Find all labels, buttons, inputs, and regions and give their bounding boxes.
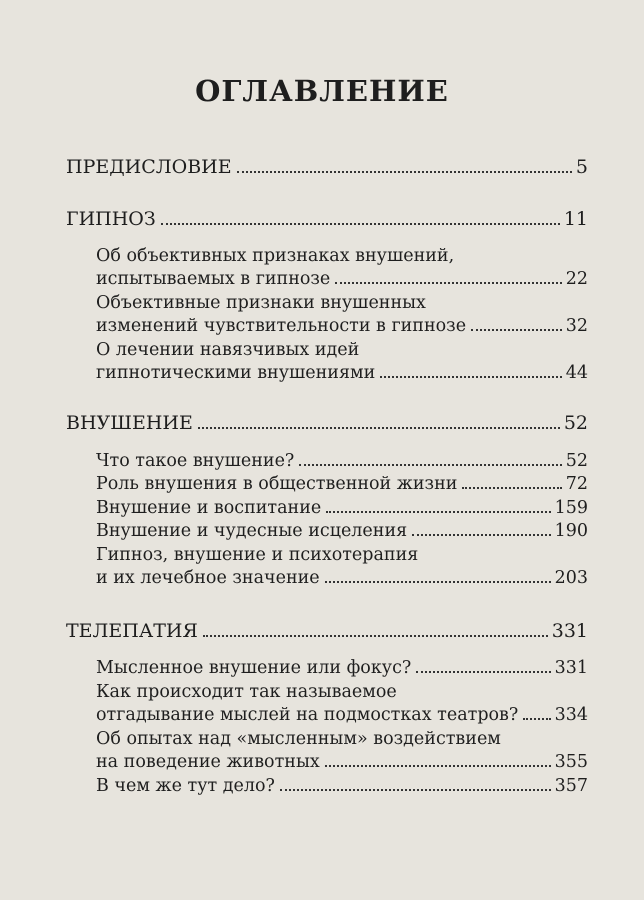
toc-subentry <box>96 658 588 678</box>
toc-subentry <box>96 474 588 494</box>
toc-page-number: 32 <box>565 316 588 336</box>
toc-subentry-line <box>96 729 588 749</box>
dot-leader <box>412 534 550 536</box>
toc-page-number: 72 <box>565 474 588 494</box>
toc-subentry <box>96 451 588 471</box>
toc-subentry-title: отгадывание мыслей на подмостках театров? <box>96 705 519 725</box>
dot-leader <box>416 671 550 673</box>
toc-subentry <box>96 521 588 541</box>
toc-subentry-title: и их лечебное значение <box>96 568 320 588</box>
toc-page-number: 44 <box>565 363 588 383</box>
toc-subentry-line <box>96 293 588 313</box>
toc-page-number: 11 <box>563 208 588 230</box>
toc-subentry <box>96 363 588 383</box>
toc-subentry <box>96 498 588 518</box>
toc-subentry-title: Внушение и чудесные исцеления <box>96 521 408 541</box>
toc-subentry-title: гипнотическими внушениями <box>96 363 376 383</box>
toc-subentry-title: О лечении навязчивых идей <box>96 340 360 360</box>
dot-leader <box>523 718 550 720</box>
toc-subentry-title: Как происходит так называемое <box>96 682 397 702</box>
toc-section-title: ТЕЛЕПАТИЯ <box>66 620 198 642</box>
toc-entry-telepathy <box>66 620 588 642</box>
toc-page-number: 334 <box>554 705 588 725</box>
page-title: ОГЛАВЛЕНИЕ <box>195 74 449 108</box>
toc-subentry-title: Роль внушения в общественной жизни <box>96 474 458 494</box>
toc-subentry-title: Мысленное внушение или фокус? <box>96 658 412 678</box>
toc-page-number: 190 <box>554 521 588 541</box>
dot-leader <box>471 329 562 331</box>
toc-page-number: 331 <box>551 620 588 642</box>
toc-subentry-title: В чем же тут дело? <box>96 776 275 796</box>
dot-leader <box>198 427 560 429</box>
toc-subentry-title: Об объективных признаках внушений, <box>96 246 455 266</box>
toc-subentry-line <box>96 682 588 702</box>
toc-subentry-title: Гипноз, внушение и психотерапия <box>96 545 419 565</box>
toc-page-number: 203 <box>554 568 588 588</box>
toc-subentry-line <box>96 340 588 360</box>
dot-leader <box>335 282 561 284</box>
dot-leader <box>326 511 550 513</box>
toc-section-title: ПРЕДИСЛОВИЕ <box>66 156 232 178</box>
toc-page-number: 5 <box>575 156 588 178</box>
toc-subentry <box>96 752 588 772</box>
toc-subentry <box>96 776 588 796</box>
toc-page-number: 52 <box>565 451 588 471</box>
toc-page-number: 331 <box>554 658 588 678</box>
dot-leader <box>380 376 561 378</box>
toc-subentry-line <box>96 545 588 565</box>
toc-page-number: 357 <box>554 776 588 796</box>
dot-leader <box>299 464 561 466</box>
toc-subentry-title: Объективные признаки внушенных <box>96 293 426 313</box>
toc-subentry-title: изменений чувствительности в гипнозе <box>96 316 467 336</box>
toc-subentry <box>96 568 588 588</box>
dot-leader <box>280 789 551 791</box>
toc-subentry-title: на поведение животных <box>96 752 320 772</box>
toc-entry-hypnosis <box>66 208 588 230</box>
toc-subentry <box>96 269 588 289</box>
toc-entry-preface <box>66 156 588 178</box>
dot-leader <box>161 223 560 225</box>
toc-subentry-title: Что такое внушение? <box>96 451 295 471</box>
toc-subentry-title: испытываемых в гипнозе <box>96 269 331 289</box>
toc-entry-suggestion <box>66 412 588 434</box>
toc-subentry <box>96 316 588 336</box>
toc-subentry <box>96 705 588 725</box>
dot-leader <box>237 171 572 173</box>
dot-leader <box>325 581 551 583</box>
toc-subentry-line <box>96 246 588 266</box>
dot-leader <box>462 487 561 489</box>
dot-leader <box>203 635 548 637</box>
toc-section-title: ГИПНОЗ <box>66 208 156 230</box>
toc-subentry-title: Об опытах над «мысленным» воздействием <box>96 729 501 749</box>
toc-page-number: 355 <box>554 752 588 772</box>
toc-subentry-title: Внушение и воспитание <box>96 498 322 518</box>
toc-page-number: 159 <box>554 498 588 518</box>
toc-page-number: 52 <box>563 412 588 434</box>
toc-page-number: 22 <box>565 269 588 289</box>
toc-section-title: ВНУШЕНИЕ <box>66 412 193 434</box>
dot-leader <box>325 765 551 767</box>
